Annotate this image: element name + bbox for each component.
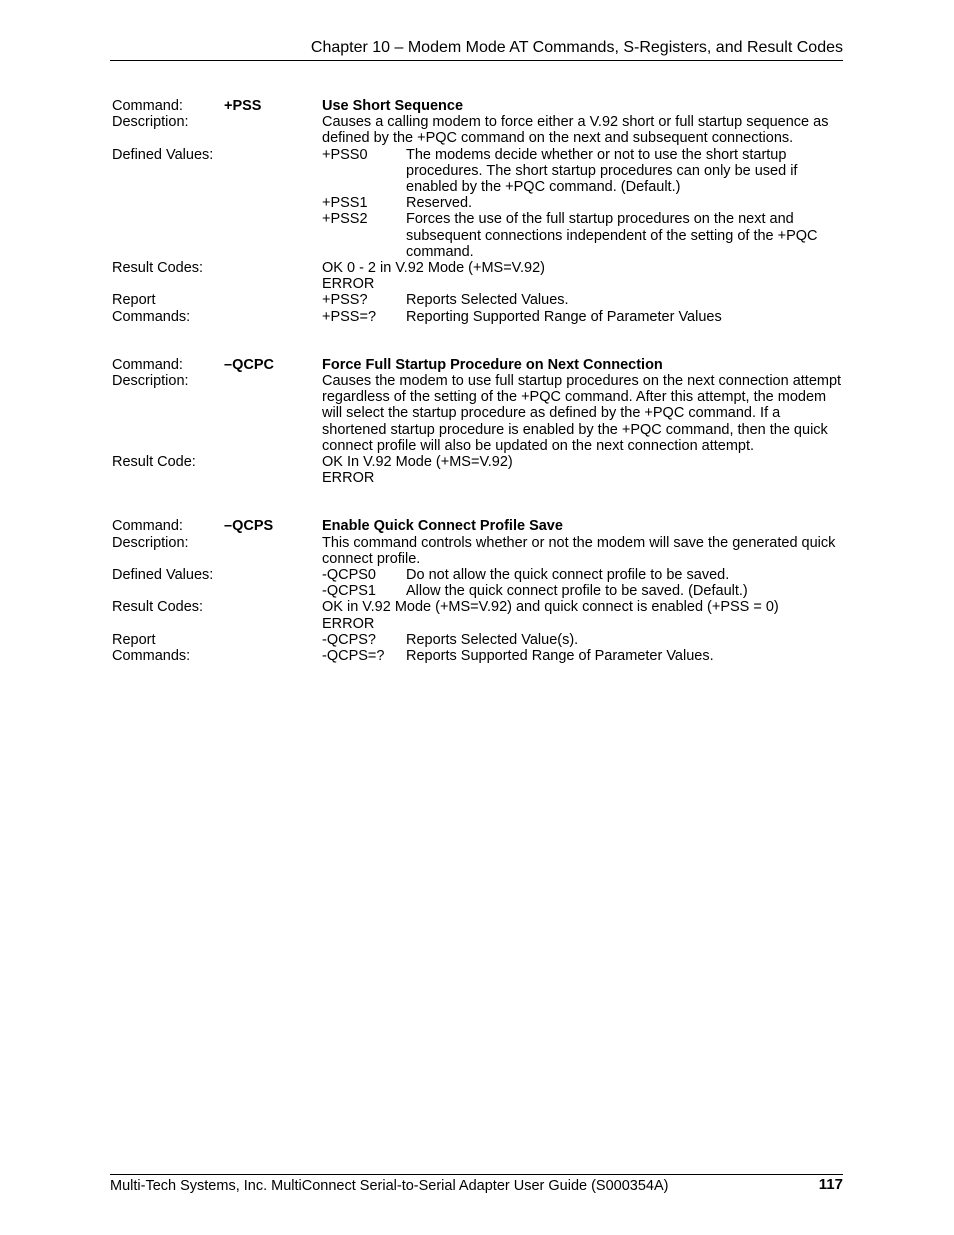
value-text: Reports Selected Values. (406, 292, 569, 309)
description-label: Description: (112, 114, 189, 131)
result-line: ERROR (322, 615, 375, 632)
defined-value-row (322, 147, 844, 196)
value-text: Forces the use of the full startup procedures on the next and subsequent connections independent of the setting of the +PQC command. (406, 211, 818, 260)
defined-value-row (322, 583, 844, 599)
result-codes-label: Result Codes: (112, 260, 204, 277)
command-section-qcps (112, 518, 844, 664)
defined-value-row (322, 195, 844, 211)
result-line: ERROR (322, 276, 375, 293)
command-title: Force Full Startup Procedure on Next Connection (322, 356, 663, 373)
value-key: +PSS? (322, 292, 368, 309)
description-label: Description: (112, 373, 189, 390)
value-text: Allow the quick connect profile to be saved. (Default.) (406, 583, 748, 600)
value-key: -QCPS? (322, 631, 376, 648)
value-key: -QCPS=? (322, 648, 385, 665)
result-line: OK In V.92 Mode (+MS=V.92) (322, 454, 513, 471)
page-header: Chapter 10 – Modem Mode AT Commands, S-Registers, and Result Codes (310, 39, 843, 56)
value-text: Reporting Supported Range of Parameter Values (406, 308, 722, 325)
value-key: +PSS2 (322, 211, 368, 228)
report-commands-label: Report Commands: (112, 631, 191, 665)
command-label: Command: (112, 98, 183, 114)
value-key: -QCPS1 (322, 583, 376, 600)
command-section-pss (112, 98, 844, 325)
result-codes-label: Result Codes: (112, 599, 204, 616)
report-value-row (322, 632, 844, 648)
value-key: -QCPS0 (322, 567, 376, 584)
value-key: +PSS0 (322, 146, 368, 163)
command-name: +PSS (224, 98, 262, 114)
result-line: ERROR (322, 470, 375, 487)
value-text: Reserved. (406, 195, 473, 212)
value-text: Do not allow the quick connect profile to be saved. (406, 567, 730, 584)
description-text: Causes a calling modem to force either a V.92 short or full startup sequence as defined by the +PQC command on the next and subsequent connections. (322, 114, 829, 147)
value-text: Reports Selected Value(s). (406, 631, 579, 648)
result-line: OK 0 - 2 in V.92 Mode (+MS=V.92) (322, 260, 546, 277)
description-text: Causes the modem to use full startup procedures on the next connection attempt regardless of the setting of the +PQC command. After this attempt, the modem will select the startup procedure as defined by the +PQC command. If a shortened startup procedure is enabled by the +PQC command, then the quick connect profile will also be updated on the next connection attempt. (322, 373, 842, 454)
footer-text: Multi-Tech Systems, Inc. MultiConnect Serial-to-Serial Adapter User Guide (S000354A) (110, 1178, 669, 1194)
page-number: 117 (818, 1176, 843, 1193)
defined-value-row (322, 211, 844, 260)
header-rule (110, 60, 843, 61)
command-name: –QCPC (224, 356, 274, 373)
command-label: Command: (112, 356, 183, 373)
value-key: +PSS=? (322, 308, 377, 325)
defined-value-row (322, 567, 844, 583)
footer-rule (110, 1174, 843, 1175)
command-label: Command: (112, 518, 183, 535)
report-value-row (322, 292, 844, 308)
defined-values-label: Defined Values: (112, 146, 214, 163)
value-text: Reports Supported Range of Parameter Values. (406, 648, 714, 665)
result-line: OK in V.92 Mode (+MS=V.92) and quick connect is enabled (+PSS = 0) (322, 599, 779, 616)
command-section-qcpc (112, 357, 844, 487)
report-value-row (322, 648, 844, 664)
report-value-row (322, 309, 844, 325)
report-commands-label: Report Commands: (112, 292, 191, 325)
command-name: –QCPS (224, 518, 274, 535)
defined-values-label: Defined Values: (112, 567, 214, 584)
command-title: Use Short Sequence (322, 98, 464, 114)
description-label: Description: (112, 534, 189, 551)
document-body (112, 98, 844, 696)
value-text: The modems decide whether or not to use the short startup procedures. The short startup procedures can only be used if enabled by the +PQC command. (Default.) (406, 146, 798, 196)
result-code-label: Result Code: (112, 454, 196, 471)
command-title: Enable Quick Connect Profile Save (322, 518, 563, 535)
value-key: +PSS1 (322, 195, 368, 212)
description-text: This command controls whether or not the modem will save the generated quick connect profile. (322, 534, 836, 567)
